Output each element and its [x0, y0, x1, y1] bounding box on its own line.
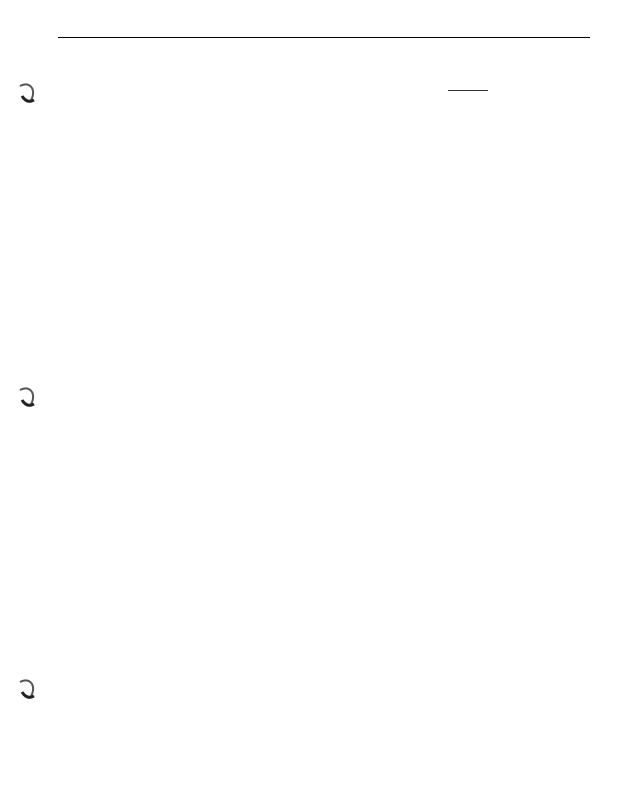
left-column [61, 70, 313, 80]
punch-hole-icon [18, 384, 38, 412]
punch-hole-icon [18, 676, 38, 704]
right-column [329, 72, 607, 101]
punch-hole-icon [18, 80, 38, 108]
divider [448, 90, 488, 91]
running-header [58, 21, 590, 38]
